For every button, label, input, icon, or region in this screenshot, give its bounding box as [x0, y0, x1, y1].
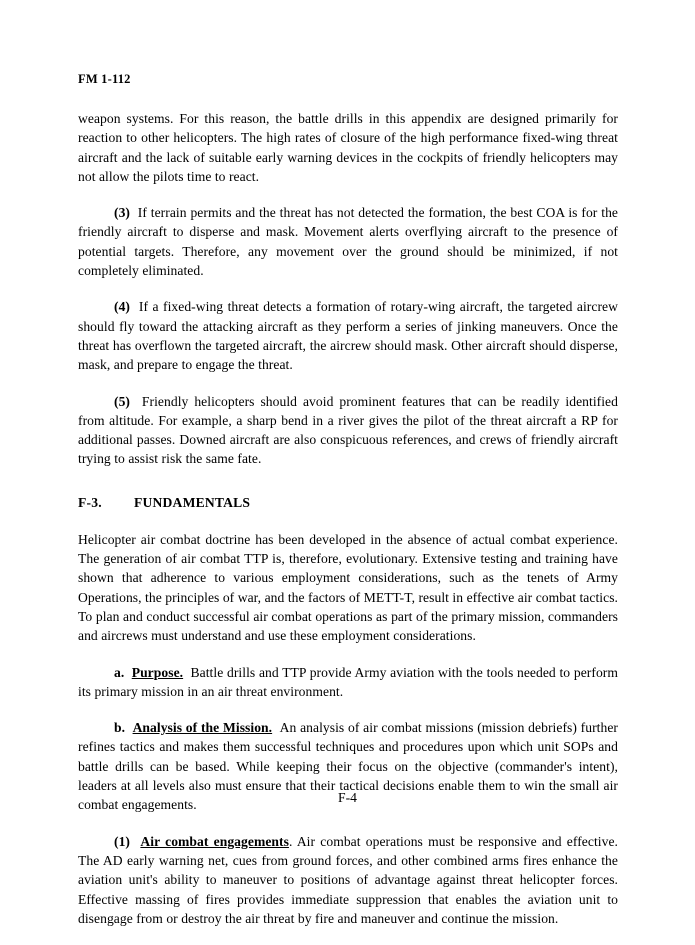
paragraph-a-text: Battle drills and TTP provide Army aviation with the tools needed to perform its primary mission in an air threat environment. [78, 664, 618, 699]
paragraph-4-text: If a fixed-wing threat detects a formation of rotary-wing aircraft, the targeted aircrew should fly toward the attacking aircraft as they perform a series of jinking maneuvers. Once the threat has overflown the targeted aircraft, the aircrew should mask. Other aircraft should disperse, mask, and prepare to engage the threat. [78, 299, 618, 373]
page-content [78, 72, 618, 945]
paragraph-a-marker: a. [114, 664, 125, 680]
paragraph-a-heading: Purpose. [131, 664, 184, 680]
paragraph-3 [78, 203, 618, 280]
paragraph-b-marker: b. [114, 720, 126, 736]
paragraph-b1-marker: (1) [114, 833, 131, 849]
paragraph-b1-text: . Air combat operations must be responsive and effective. The AD early warning net, cues from ground forces, and other combined arms fires enhance the aviation unit's ability to maneuver to positions of advantage against threat helicopter forces. Effective massing of fires provides immediate suppression that enables the aviation unit to disengage from or destroy the air threat by fire and maneuver and continue the mission. [78, 833, 618, 926]
section-title: FUNDAMENTALS [134, 494, 251, 510]
page-footer [0, 790, 695, 806]
paragraph-b-text: An analysis of air combat missions (mission debriefs) further refines tactics and makes them successful techniques and procedures upon which unit SOPs and battle drills can be based. While keeping their focus on the objective (commander's intent), leaders at all levels also must ensure that their tactical decisions enable them to win the small air combat engagements. [78, 720, 619, 813]
section-number: F-3. [78, 494, 102, 510]
paragraph-b1-heading: Air combat engagements [140, 833, 289, 849]
paragraph-b-heading: Analysis of the Mission. [132, 720, 273, 736]
section-heading-fundamentals [78, 495, 618, 511]
paragraph-5 [78, 392, 618, 469]
page-number: F-4 [338, 790, 357, 805]
paragraph-5-marker: (5) [114, 393, 131, 409]
paragraph-b1 [78, 832, 618, 928]
paragraph-4-marker: (4) [114, 299, 131, 315]
document-header-id: FM 1-112 [78, 72, 131, 86]
paragraph-a [78, 663, 618, 702]
paragraph-fundamentals: Helicopter air combat doctrine has been developed in the absence of actual combat experience. The generation of air combat TTP is, therefore, evolutionary. Extensive testing and training have shown that adherence to various employment considerations, such as the tenets of Army Operations, the principles of war, and the factors of METT-T, result in effective air combat tactics. To plan and conduct successful air combat operations as part of the primary mission, commanders and aircrews must understand and use these employment considerations. [78, 531, 618, 644]
paragraph-intro: weapon systems. For this reason, the battle drills in this appendix are designed primarily for reaction to other helicopters. The high rates of closure of the high performance fixed-wing threat aircraft and the lack of suitable early warning devices in the cockpits of friendly helicopters may not allow the pilots time to react. [78, 111, 618, 184]
paragraph-3-marker: (3) [114, 205, 131, 221]
paragraph-5-text: Friendly helicopters should avoid prominent features that can be readily identified from altitude. For example, a sharp bend in a river gives the pilot of the threat aircraft a RP for additional passes. Downed aircraft are also conspicuous references, and crews of friendly aircraft trying to assist risk the same fate. [78, 393, 618, 467]
paragraph-3-text: If terrain permits and the threat has not detected the formation, the best COA is for the friendly aircraft to disperse and mask. Movement alerts overflying aircraft to the presence of potential targets. Therefore, any movement over the ground should be minimized, if not completely eliminated. [78, 205, 618, 279]
paragraph-4 [78, 297, 618, 374]
